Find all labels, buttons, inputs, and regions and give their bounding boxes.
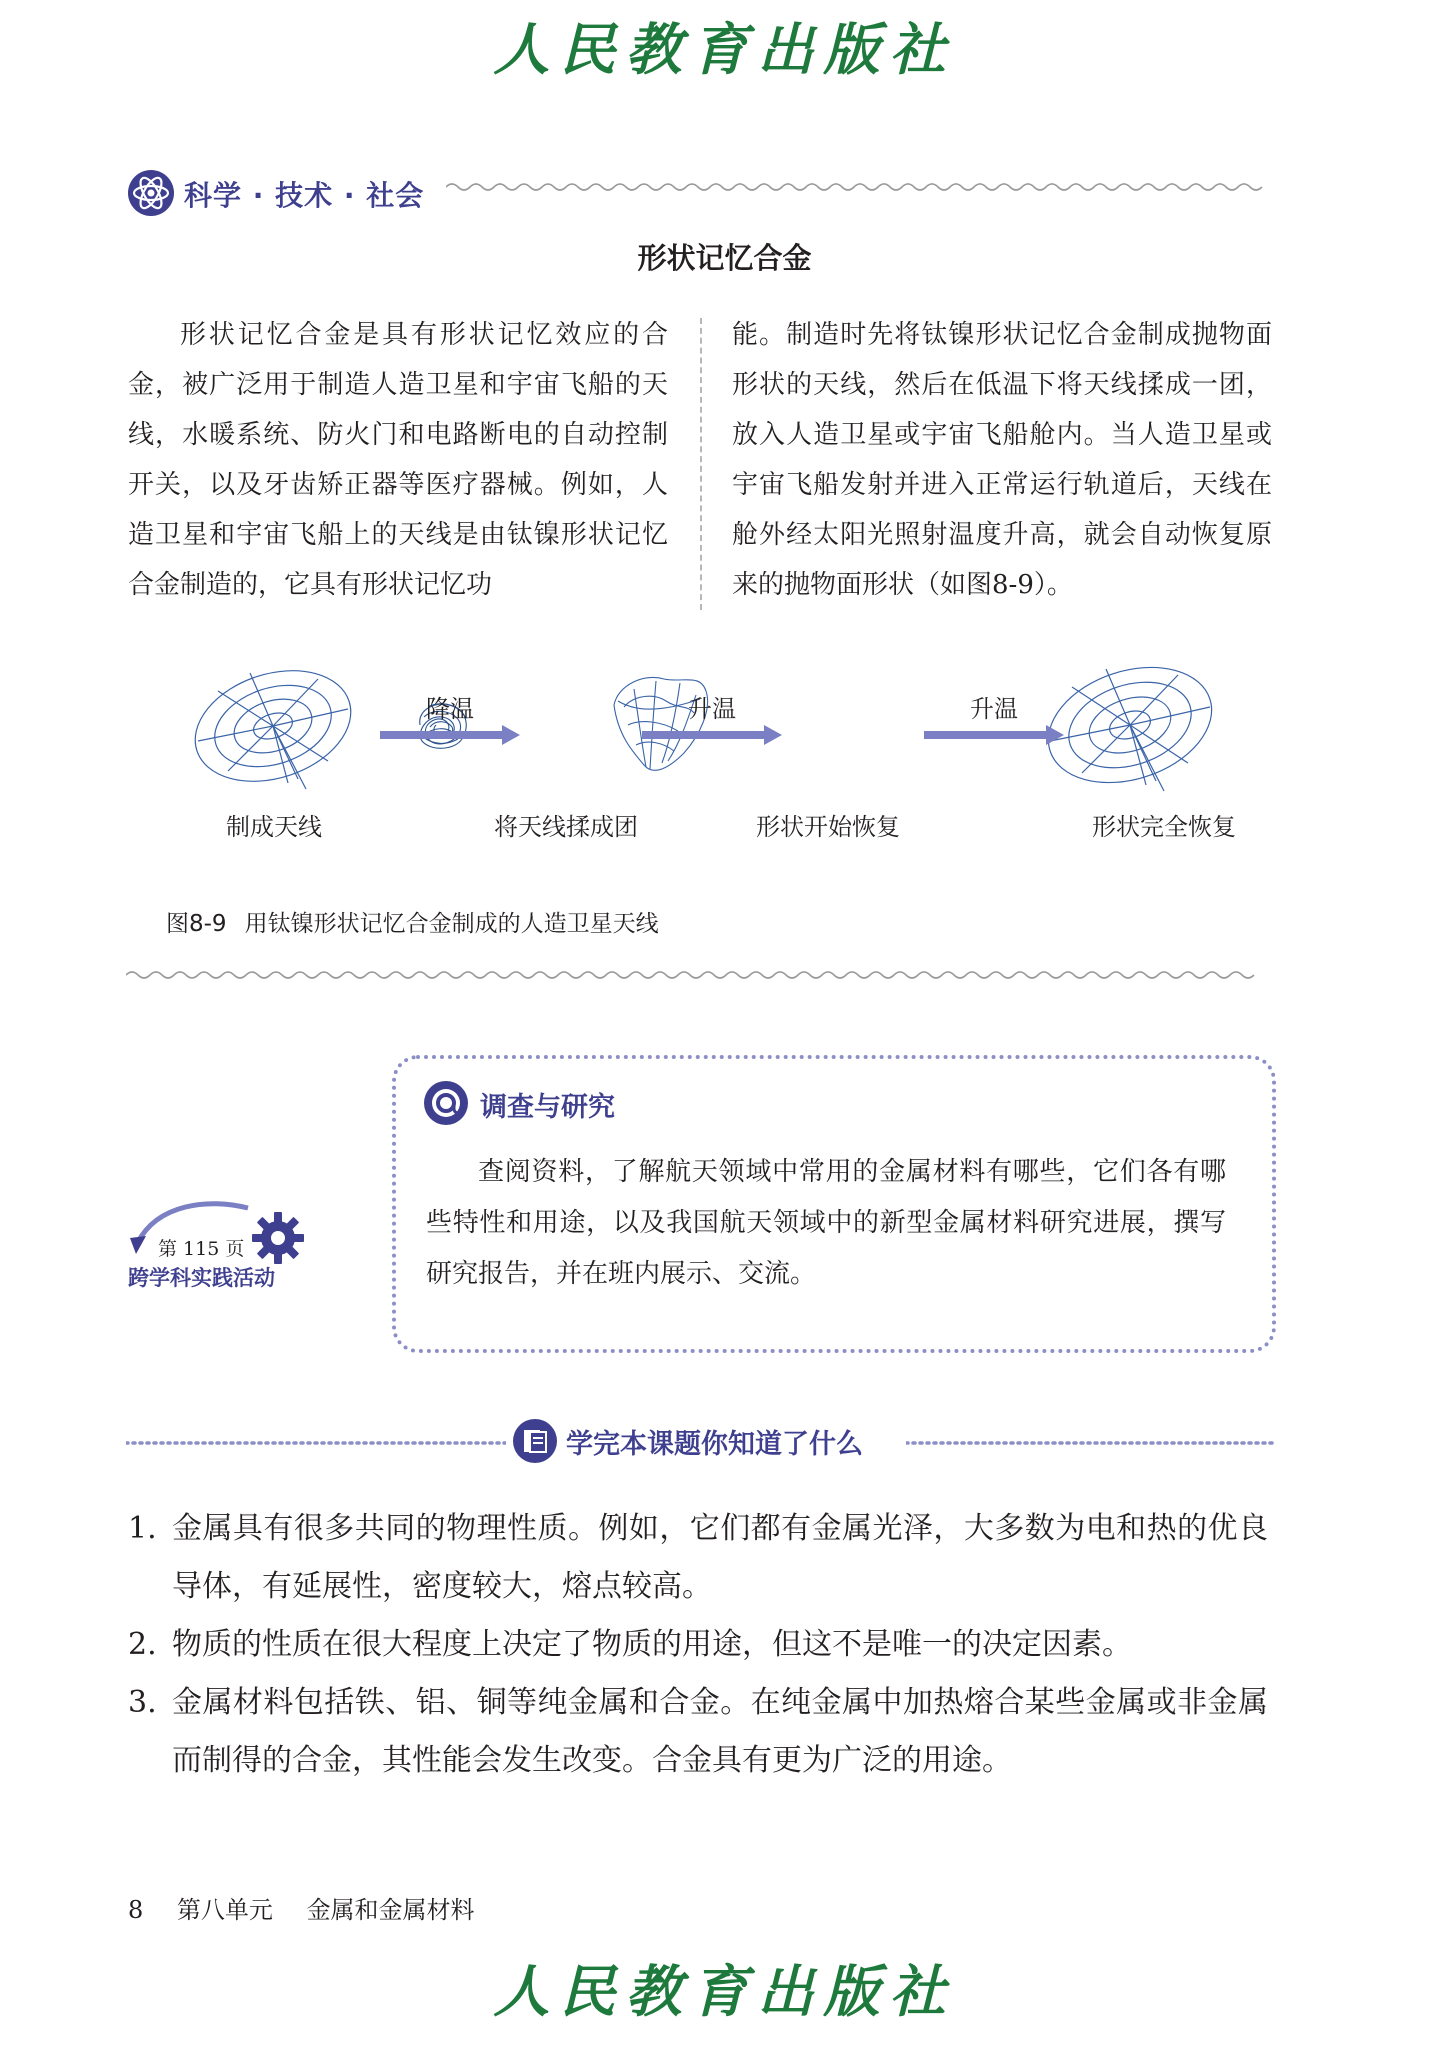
right-arrow-icon bbox=[924, 725, 1064, 745]
arrow-heat-1 bbox=[642, 689, 782, 739]
section-title: 科学 · 技术 · 社会 bbox=[184, 179, 425, 212]
figure-8-9 bbox=[128, 655, 1278, 855]
summary-item-text: 金属材料包括铁、铝、铜等纯金属和合金。在纯金属中加热熔合某些金属或非金属而制得的合金，其性能会发生改变。合金具有更为广泛的用途。 bbox=[172, 1685, 1268, 1778]
summary-book-icon bbox=[512, 1418, 558, 1464]
wave-divider bbox=[446, 180, 1276, 194]
activity-label: 跨学科实践活动 bbox=[128, 1266, 275, 1290]
page-number: 8 bbox=[128, 1896, 144, 1924]
article-column-left bbox=[128, 310, 668, 610]
column-divider bbox=[700, 318, 702, 610]
publisher-logo-bottom bbox=[0, 1948, 1449, 2028]
stage-label-1: 制成天线 bbox=[226, 813, 322, 841]
dotted-rule-right bbox=[906, 1440, 1276, 1446]
article-text-left: 形状记忆合金是具有形状记忆效应的合金，被广泛用于制造人造卫星和宇宙飞船的天线，水暖系统、防火门和电路断电的自动控制开关，以及牙齿矫正器等医疗器械。例如，人造卫星和宇宙飞船上的天线是由钛镍形状记忆合金制造的，它具有形状记忆功 bbox=[128, 320, 668, 600]
arrow-heat-2 bbox=[924, 689, 1064, 739]
summary-item-text: 物质的性质在很大程度上决定了物质的用途，但这不是唯一的决定因素。 bbox=[172, 1627, 1132, 1662]
right-arrow-icon bbox=[642, 725, 782, 745]
figure-caption-number: 图8-9 bbox=[166, 911, 227, 937]
summary-title: 学完本课题你知道了什么 bbox=[566, 1429, 863, 1460]
stage-label-4: 形状完全恢复 bbox=[1092, 813, 1236, 841]
summary-item bbox=[128, 1616, 1268, 1674]
summary-item bbox=[128, 1500, 1268, 1616]
section-header bbox=[126, 168, 1276, 228]
stage-label-3: 形状开始恢复 bbox=[756, 813, 900, 841]
summary-header bbox=[126, 1418, 1276, 1468]
dotted-rule-left bbox=[126, 1440, 506, 1446]
article-title: 形状记忆合金 bbox=[637, 241, 812, 275]
summary-list bbox=[128, 1500, 1268, 1790]
page-reference[interactable] bbox=[128, 1198, 308, 1288]
right-arrow-icon bbox=[380, 725, 520, 745]
arrow-cool bbox=[380, 689, 520, 739]
arrow-heat-2-label: 升温 bbox=[970, 695, 1018, 723]
figure-caption bbox=[166, 905, 659, 938]
summary-item-number: 3. bbox=[128, 1685, 157, 1720]
arrow-cool-label: 降温 bbox=[426, 695, 474, 723]
publisher-logo-text: 人民教育出版社 bbox=[493, 1959, 956, 2025]
research-title: 调查与研究 bbox=[480, 1092, 615, 1123]
page-reference-number: 第 115 页 bbox=[158, 1238, 245, 1260]
antenna-dish-full-1 bbox=[188, 661, 358, 791]
magnifier-at-icon bbox=[422, 1079, 470, 1127]
research-body: 查阅资料，了解航天领域中常用的金属材料有哪些，它们各有哪些特性和用途，以及我国航天领域中的新型金属材料研究进展，撰写研究报告，并在班内展示、交流。 bbox=[426, 1157, 1226, 1289]
unit-label: 第八单元 bbox=[176, 1896, 273, 1924]
antenna-dish-full-2 bbox=[1040, 657, 1220, 793]
atom-icon bbox=[126, 168, 176, 218]
arrow-heat-1-label: 升温 bbox=[688, 695, 736, 723]
gear-icon bbox=[250, 1210, 306, 1266]
article-text-right: 能。制造时先将钛镍形状记忆合金制成抛物面形状的天线，然后在低温下将天线揉成一团，放入人造卫星或宇宙飞船舱内。当人造卫星或宇宙飞船发射并进入正常运行轨道后，天线在舱外经太阳光照射温度升高，就会自动恢复原来的抛物面形状（如图8-9）。 bbox=[732, 320, 1272, 600]
publisher-logo-text: 人民教育出版社 bbox=[493, 17, 956, 83]
figure-caption-text: 用钛镍形状记忆合金制成的人造卫星天线 bbox=[244, 911, 659, 937]
unit-title: 金属和金属材料 bbox=[306, 1896, 475, 1924]
publisher-logo-top bbox=[0, 6, 1449, 86]
page-footer bbox=[128, 1890, 475, 1925]
stage-label-2: 将天线揉成团 bbox=[494, 813, 638, 841]
research-box bbox=[392, 1055, 1276, 1353]
summary-item bbox=[128, 1674, 1268, 1790]
summary-item-text: 金属具有很多共同的物理性质。例如，它们都有金属光泽，大多数为电和热的优良导体，有延展性，密度较大，熔点较高。 bbox=[172, 1511, 1268, 1604]
article-column-right bbox=[732, 310, 1272, 610]
summary-item-number: 2. bbox=[128, 1627, 157, 1662]
wave-divider bbox=[126, 968, 1276, 982]
summary-item-number: 1. bbox=[128, 1511, 157, 1546]
